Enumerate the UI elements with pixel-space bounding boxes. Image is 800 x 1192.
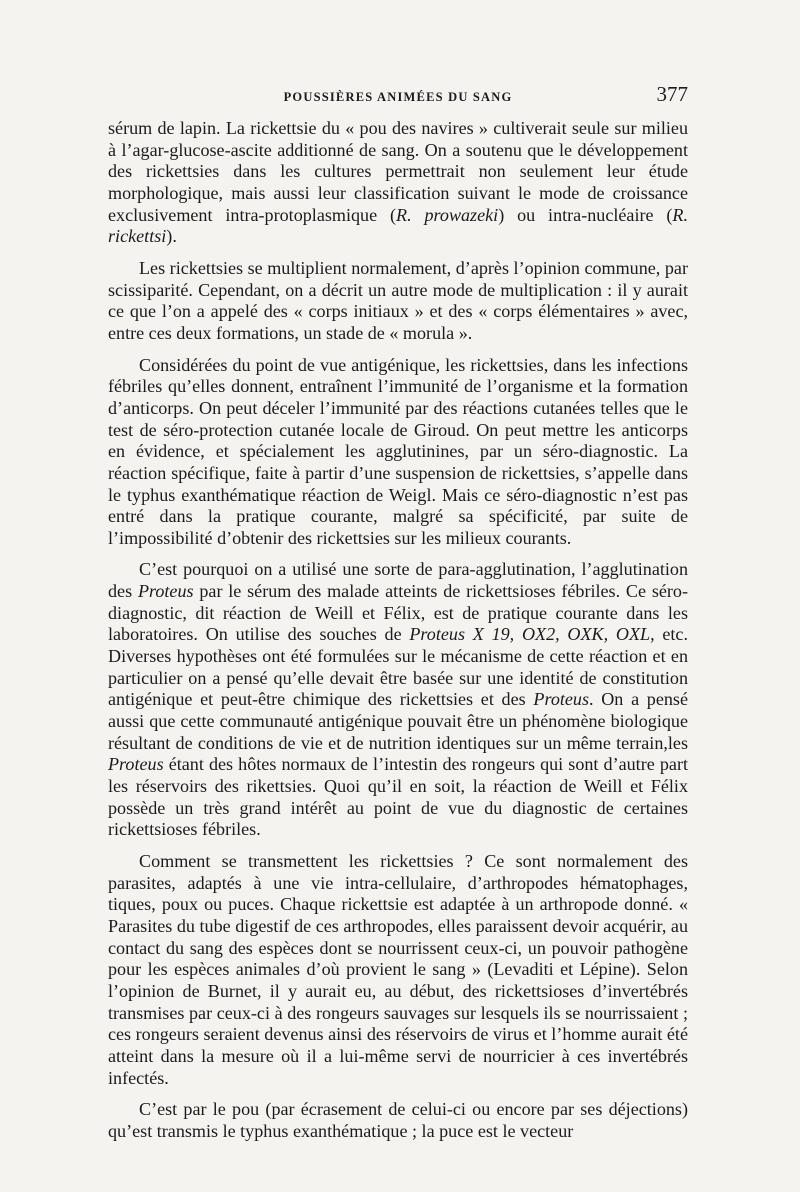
running-head: POUSSIÈRES ANIMÉES DU SANG xyxy=(283,90,513,104)
page-header xyxy=(108,82,688,112)
text-run: ). xyxy=(166,226,177,247)
text-run: étant des hôtes normaux de l’intestin des rongeurs qui sont d’autre part les réservoirs des rikettsies. Quoi qu’il en soit, la réaction de Weill et Félix possède un très grand intérêt au point de vue du diagnostic de certaines rickettsioses fébriles. xyxy=(108,754,688,840)
body-text xyxy=(108,118,688,1143)
paragraph xyxy=(108,258,688,345)
italic-text: Proteus X 19, OX2, OXK, OXL, xyxy=(409,624,655,645)
text-run: Considérées du point de vue antigénique, les rickettsies, dans les infections fébriles qu’elles donnent, entraînent l’immunité de l’organisme et la formation d’anticorps. On peut déceler l’immunité par des réactions cutanées telles que le test de séro-protection cutanée locale de Giroud. On peut mettre les anticorps en évidence, et spécialement les agglutinines, par un séro-diagnostic. La réaction spécifique, faite à partir d’une suspension de rickettsies, s’appelle dans le typhus exanthématique réaction de Weigl. Mais ce séro-diagnostic n’est pas entré dans la pratique courante, malgré sa spécificité, par suite de l’impossibilité d’obtenir des rickettsies sur les milieux courants. xyxy=(108,354,688,548)
text-run: par le sérum des malade atteints de rickettsioses fébriles. Ce séro-diagnostic, dit réaction de Weill et Félix, est de pratique courante dans les laboratoires. On utilise des souches de xyxy=(108,581,688,645)
text-run: ) ou intra-nucléaire ( xyxy=(498,204,673,225)
italic-text: Proteus xyxy=(533,689,590,710)
italic-text: R. prowazeki xyxy=(396,204,499,225)
text-run: Les rickettsies se multiplient normalement, d’après l’opinion commune, par scissiparité. Cependant, on a décrit un autre mode de multiplication : il y aurait ce que l’on a appelé des « corps initiaux » et des « corps élémentaires » avec, entre ces deux formations, un stade de « morula ». xyxy=(108,257,688,343)
paragraph xyxy=(108,1099,688,1142)
text-run: C’est par le pou (par écrasement de celui-ci ou encore par ses déjections) qu’est transmis le typhus exanthématique ; la puce est le vecteur xyxy=(108,1099,688,1141)
paragraph xyxy=(108,851,688,1089)
paragraph xyxy=(108,118,688,248)
text-run: sérum de lapin. La rickettsie du « pou des navires » cultiverait seule sur milieu à l’agar-glucose-ascite additionné de sang. On a soutenu que le développement des rickettsies dans les cultures permettrait non seulement leur étude morphologique, mais aussi leur classification suivant le mode de croissance exclusivement intra-protoplasmique ( xyxy=(108,118,688,225)
text-run: Comment se transmettent les rickettsies ? Ce sont normalement des parasites, adaptés à une vie intra-cellulaire, d’arthropodes hématophages, tiques, poux ou puces. Chaque rickettsie est adaptée à un arthropode donné. « Parasites du tube digestif de ces arthropodes, elles paraissent devoir acquérir, au contact du sang des espèces dont se nourrissent ceux-ci, un pouvoir pathogène pour les espèces animales d’où provient le sang » (Levaditi et Lépine). Selon l’opinion de Burnet, il y aurait eu, au début, des rickettsioses d’invertébrés transmises par ceux-ci à des rongeurs sauvages sur lesquels ils se nourrissaient ; ces rongeurs seraient devenus ainsi des réservoirs de virus et l’homme aurait été atteint dans la mesure où il a lui-même servi de nourricier à ces invertébrés infectés. xyxy=(108,851,688,1088)
paragraph xyxy=(108,559,688,841)
italic-text: R. rickettsi xyxy=(108,204,688,247)
italic-text: Proteus xyxy=(108,754,164,775)
italic-text: Proteus xyxy=(137,581,194,602)
text-run: C’est pourquoi on a utilisé une sorte de para-agglutination, l’agglutination des xyxy=(108,559,688,602)
text-run: . On a pensé aussi que cette communauté antigénique pouvait être un phénomène biologique résultant de conditions de vie et de nutrition identiques sur un même terrain,les xyxy=(108,689,688,753)
text-run: etc. Diverses hypothèses ont été formulées sur le mécanisme de cette réaction et en particulier on a pensé qu’elle devait être basée sur une identité de constitution antigénique et peut-être chimique des rickettsies et des xyxy=(108,624,688,710)
page-number: 377 xyxy=(656,82,688,106)
paragraph xyxy=(108,355,688,550)
